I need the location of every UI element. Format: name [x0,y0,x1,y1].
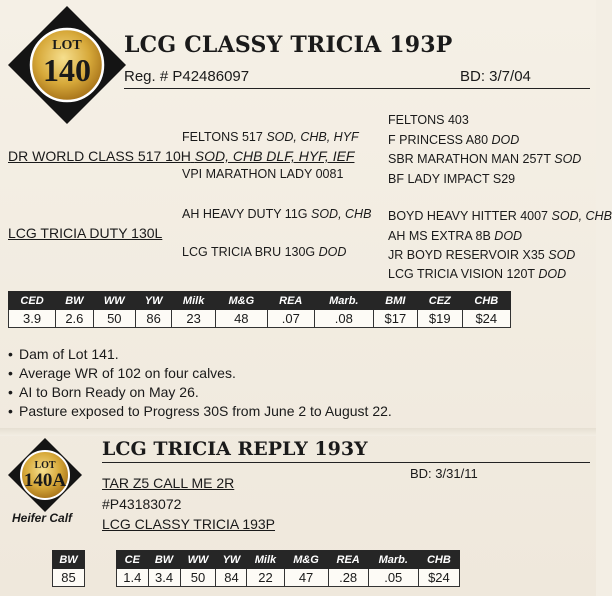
epd-value: 86 [135,310,171,328]
epd-value: $17 [373,310,417,328]
birth-date: BD: 3/7/04 [460,68,531,85]
lot-label-2: LOT [34,460,56,471]
animal-name: LCG CLASSY TRICIA 193P [124,32,453,58]
epd-value: 48 [215,310,267,328]
epd-header: REA [328,551,368,569]
category-label: Heifer Calf [12,511,73,525]
epd-header: M&G [284,551,328,569]
epd-value: 47 [284,569,328,587]
pedigree-dam-dam: LCG TRICIA BRU 130G DOD [182,245,347,259]
epd-value: 2.6 [56,310,94,328]
note-item: • Average WR of 102 on four calves. [8,364,392,383]
epd-header: CHB [462,292,510,310]
pedigree-sds: SBR MARATHON MAN 257T SOD [388,152,582,166]
epd-header: WW [180,551,216,569]
notes-list [8,345,392,421]
epd-header: BMI [373,292,417,310]
registration-number: Reg. # P42486097 [124,68,250,85]
epd-value: 84 [216,569,247,587]
sire-2[interactable]: TAR Z5 CALL ME 2R [102,475,235,491]
pedigree-dam[interactable]: LCG TRICIA DUTY 130L [8,225,163,241]
epd-header: M&G [215,292,267,310]
registration-number-2: #P43183072 [102,496,182,512]
note-item: • AI to Born Ready on May 26. [8,383,392,402]
epd-value: 50 [93,310,135,328]
epd-header-row [9,292,511,310]
epd-header-row-2 [117,551,460,569]
epd-value: .05 [368,569,418,587]
title-underline-2 [102,462,590,463]
epd-header: CED [9,292,56,310]
epd-value: 1.4 [117,569,149,587]
lot-number-2: 140A [23,470,67,491]
epd-value: 22 [247,569,284,587]
bw-table [52,550,85,587]
epd-header: REA [267,292,314,310]
epd-header: BW [148,551,180,569]
epd-header: YW [216,551,247,569]
epd-header: CE [117,551,149,569]
epd-value: .08 [314,310,373,328]
note-item: • Pasture exposed to Progress 30S from June 2 to August 22. [8,402,392,421]
epd-value: 23 [172,310,216,328]
note-item: • Dam of Lot 141. [8,345,392,364]
epd-header: CEZ [417,292,462,310]
bw-value: 85 [53,569,85,587]
epd-header: Milk [247,551,284,569]
pedigree-dsd: AH MS EXTRA 8B DOD [388,229,523,243]
epd-value: 3.4 [148,569,180,587]
pedigree-sss: FELTONS 403 [388,113,469,127]
pedigree-dds: JR BOYD RESERVOIR X35 SOD [388,248,576,262]
birth-date-2: BD: 3/31/11 [410,466,478,481]
pedigree-dam-sire: AH HEAVY DUTY 11G SOD, CHB [182,207,372,221]
epd-value: .07 [267,310,314,328]
epd-header: Marb. [368,551,418,569]
lot-number: 140 [43,52,91,88]
pedigree-ssd: F PRINCESS A80 DOD [388,133,520,147]
epd-header: WW [93,292,135,310]
epd-table [8,291,511,328]
epd-value: $19 [417,310,462,328]
section-divider [0,428,596,436]
epd-header: Marb. [314,292,373,310]
epd-value-row [9,310,511,328]
epd-header: BW [56,292,94,310]
epd-header: YW [135,292,171,310]
dam-2[interactable]: LCG CLASSY TRICIA 193P [102,516,276,532]
pedigree-sire-dam: VPI MARATHON LADY 0081 [182,167,344,181]
animal-name-2: LCG TRICIA REPLY 193Y [102,438,368,460]
pedigree-sire-sire: FELTONS 517 SOD, CHB, HYF [182,130,359,144]
epd-value: 3.9 [9,310,56,328]
epd-value: .28 [328,569,368,587]
pedigree-ddd: LCG TRICIA VISION 120T DOD [388,267,567,281]
pedigree-sire[interactable]: DR WORLD CLASS 517 10H SOD, CHB DLF, HYF, IEF [8,148,355,164]
epd-value: 50 [180,569,216,587]
bw-header: BW [53,551,85,569]
epd-table-2 [116,550,460,587]
pedigree-dss: BOYD HEAVY HITTER 4007 SOD, CHB [388,209,612,223]
epd-value-row-2 [117,569,460,587]
epd-header: Milk [172,292,216,310]
epd-header: CHB [418,551,459,569]
lot-label: LOT [52,38,82,53]
pedigree-sdd: BF LADY IMPACT S29 [388,172,516,186]
epd-value: $24 [462,310,510,328]
epd-value: $24 [418,569,459,587]
